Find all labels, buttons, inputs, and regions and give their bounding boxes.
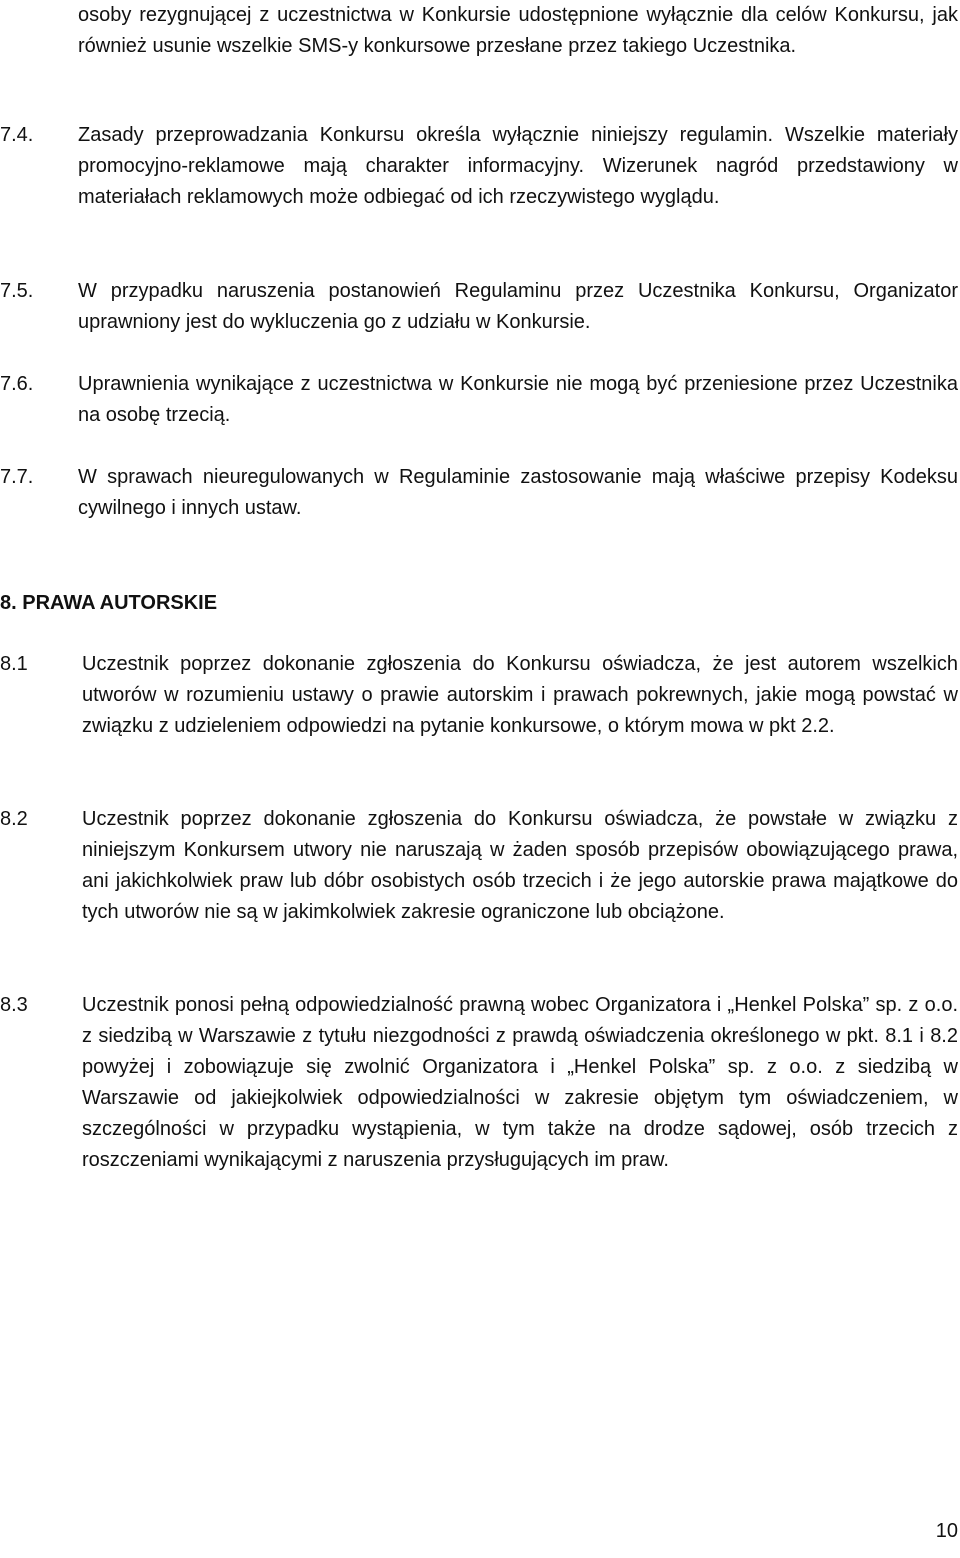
clause-text: W sprawach nieuregulowanych w Regulaminie zastosowanie mają właściwe przepisy Kodeksu cywilnego i innych ustaw. [78, 466, 958, 519]
clause-text: Zasady przeprowadzania Konkursu określa wyłącznie niniejszy regulamin. Wszelkie materiały promocyjno-reklamowe mają charakter informacyjny. Wizerunek nagród przedstawiony w materiałach reklamowych może odbiegać od ich rzeczywistego wyglądu. [78, 124, 958, 208]
clause-text: Uprawnienia wynikające z uczestnictwa w Konkursie nie mogą być przeniesione przez Uczestnika na osobę trzecią. [78, 373, 958, 426]
intro-text: osoby rezygnującej z uczestnictwa w Konkursie udostępnione wyłącznie dla celów Konkursu, jak również usunie wszelkie SMS-y konkursowe przesłane przez takiego Uczestnika. [78, 4, 958, 57]
clause-text: Uczestnik poprzez dokonanie zgłoszenia do Konkursu oświadcza, że jest autorem wszelkich utworów w rozumieniu ustawy o prawie autorskim i prawach pokrewnych, jakie mogą powstać w związku z udzieleniem odpowiedzi na pytanie konkursowe, o którym mowa w pkt 2.2. [82, 653, 958, 737]
clause-text: Uczestnik ponosi pełną odpowiedzialność prawną wobec Organizatora i „Henkel Polska” sp. z o.o. z siedzibą w Warszawie z tytułu niezgodności z prawdą oświadczenia określonego w pkt. 8.1 i 8.2 powyżej i zobowiązuje się zwolnić Organizatora i „Henkel Polska” sp. z o.o. z siedzibą w Warszawie od jakiejkolwiek odpowiedzialności w zakresie objętym tym oświadczeniem, w szczególności w przypadku wystąpienia, w tym także na drodze sądowej, osób trzecich z roszczeniami wynikającymi z naruszenia przysługujących im praw. [82, 994, 958, 1171]
clause-number: 8.1 [0, 653, 28, 675]
clause-number: 7.6. [0, 373, 34, 395]
clause-text: W przypadku naruszenia postanowień Regulaminu przez Uczestnika Konkursu, Organizator uprawniony jest do wykluczenia go z udziału w Konkursie. [78, 280, 958, 333]
clause-number: 7.4. [0, 124, 34, 146]
clause-text: Uczestnik poprzez dokonanie zgłoszenia do Konkursu oświadcza, że powstałe w związku z niniejszym Konkursem utwory nie naruszają w żaden sposób przepisów obowiązującego prawa, ani jakichkolwiek praw lub dóbr osobistych osób trzecich i że jego autorskie prawa majątkowe do tych utworów nie są w jakimkolwiek zakresie ograniczone lub obciążone. [82, 808, 958, 923]
clause-number: 7.5. [0, 280, 34, 302]
clause-number: 8.2 [0, 808, 28, 830]
clause-number: 7.7. [0, 466, 34, 488]
clause-number: 8.3 [0, 994, 28, 1016]
section-heading: 8. PRAWA AUTORSKIE [0, 592, 218, 614]
page-number: 10 [935, 1520, 958, 1542]
